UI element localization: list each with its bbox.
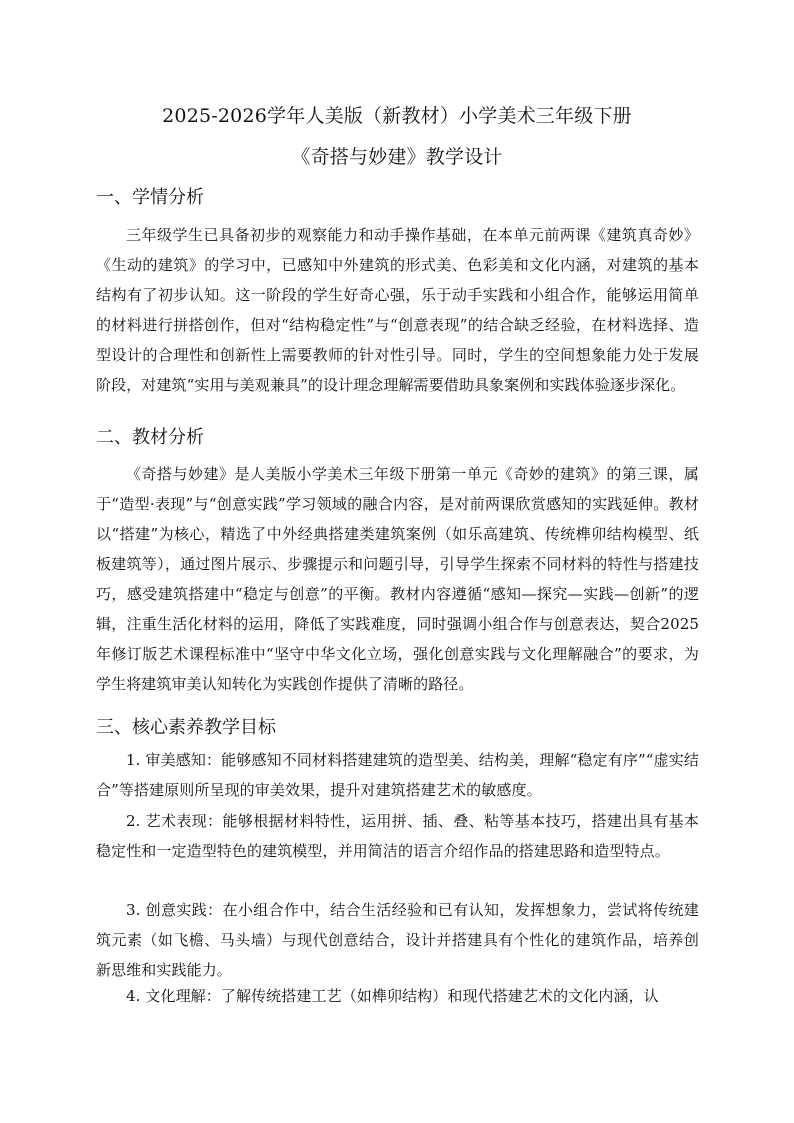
section-paragraph: 《奇搭与妙建》是人美版小学美术三年级下册第一单元《奇妙的建筑》的第三课，属于“造型·表现”与“创意实践”学习领域的融合内容，是对前两课欣赏感知的实践延伸。教材以“搭建”为核心，精选了中外经典搭建类建筑案例（如乐高建筑、传统榫卯结构模型、纸板建筑等），通过图片展示、步骤提示和问题引导，引导学生探索不同材料的特性与搭建技巧，感受建筑搭建中“稳定与创意”的平衡。教材内容遵循“感知—探究—实践—创新”的逻辑，注重生活化材料的运用，降低了实践难度，同时强调小组合作与创意表达，契合2025年修订版艺术课程标准中“坚守中华文化立场，强化创意实践与文化理解融合”的要求，为学生将建筑审美认知转化为实践创作提供了清晰的路径。 — [96, 465, 699, 693]
section-heading-teaching-objectives: 三、核心素养教学目标 — [96, 717, 276, 738]
objective-item: 1. 审美感知：能够感知不同材料搭建建筑的造型美、结构美，理解“稳定有序”“虚实结合”等搭建原则所呈现的审美效果，提升对建筑搭建艺术的敏感度。 — [96, 751, 699, 799]
document-title-line-1: 2025-2026学年人美版（新教材）小学美术三年级下册 — [162, 105, 632, 127]
objective-item: 4. 文化理解：了解传统搭建工艺（如榫卯结构）和现代搭建艺术的文化内涵，认 — [126, 987, 659, 1005]
section-heading-learner-analysis: 一、学情分析 — [96, 187, 204, 208]
document-title-line-2: 《奇搭与妙建》教学设计 — [291, 146, 503, 168]
section-heading-textbook-analysis: 二、教材分析 — [96, 427, 204, 448]
objective-item: 2. 艺术表现：能够根据材料特性，运用拼、插、叠、粘等基本技巧，搭建出具有基本稳定性和一定造型特色的建筑模型，并用简洁的语言介绍作品的搭建思路和造型特点。 — [96, 812, 699, 860]
objective-item: 3. 创意实践：在小组合作中，结合生活经验和已有认知，发挥想象力，尝试将传统建筑元素（如飞檐、马头墙）与现代创意结合，设计并搭建具有个性化的建筑作品，培养创新思维和实践能力。 — [96, 901, 699, 979]
section-paragraph: 三年级学生已具备初步的观察能力和动手操作基础，在本单元前两课《建筑真奇妙》《生动的建筑》的学习中，已感知中外建筑的形式美、色彩美和文化内涵，对建筑的基本结构有了初步认知。这一阶段的学生好奇心强，乐于动手实践和小组合作，能够运用简单的材料进行拼搭创作，但对“结构稳定性”与“创意表现”的结合缺乏经验，在材料选择、造型设计的合理性和创新性上需要教师的针对性引导。同时，学生的空间想象能力处于发展阶段，对建筑“实用与美观兼具”的设计理念理解需要借助具象案例和实践体验逐步深化。 — [96, 226, 699, 394]
